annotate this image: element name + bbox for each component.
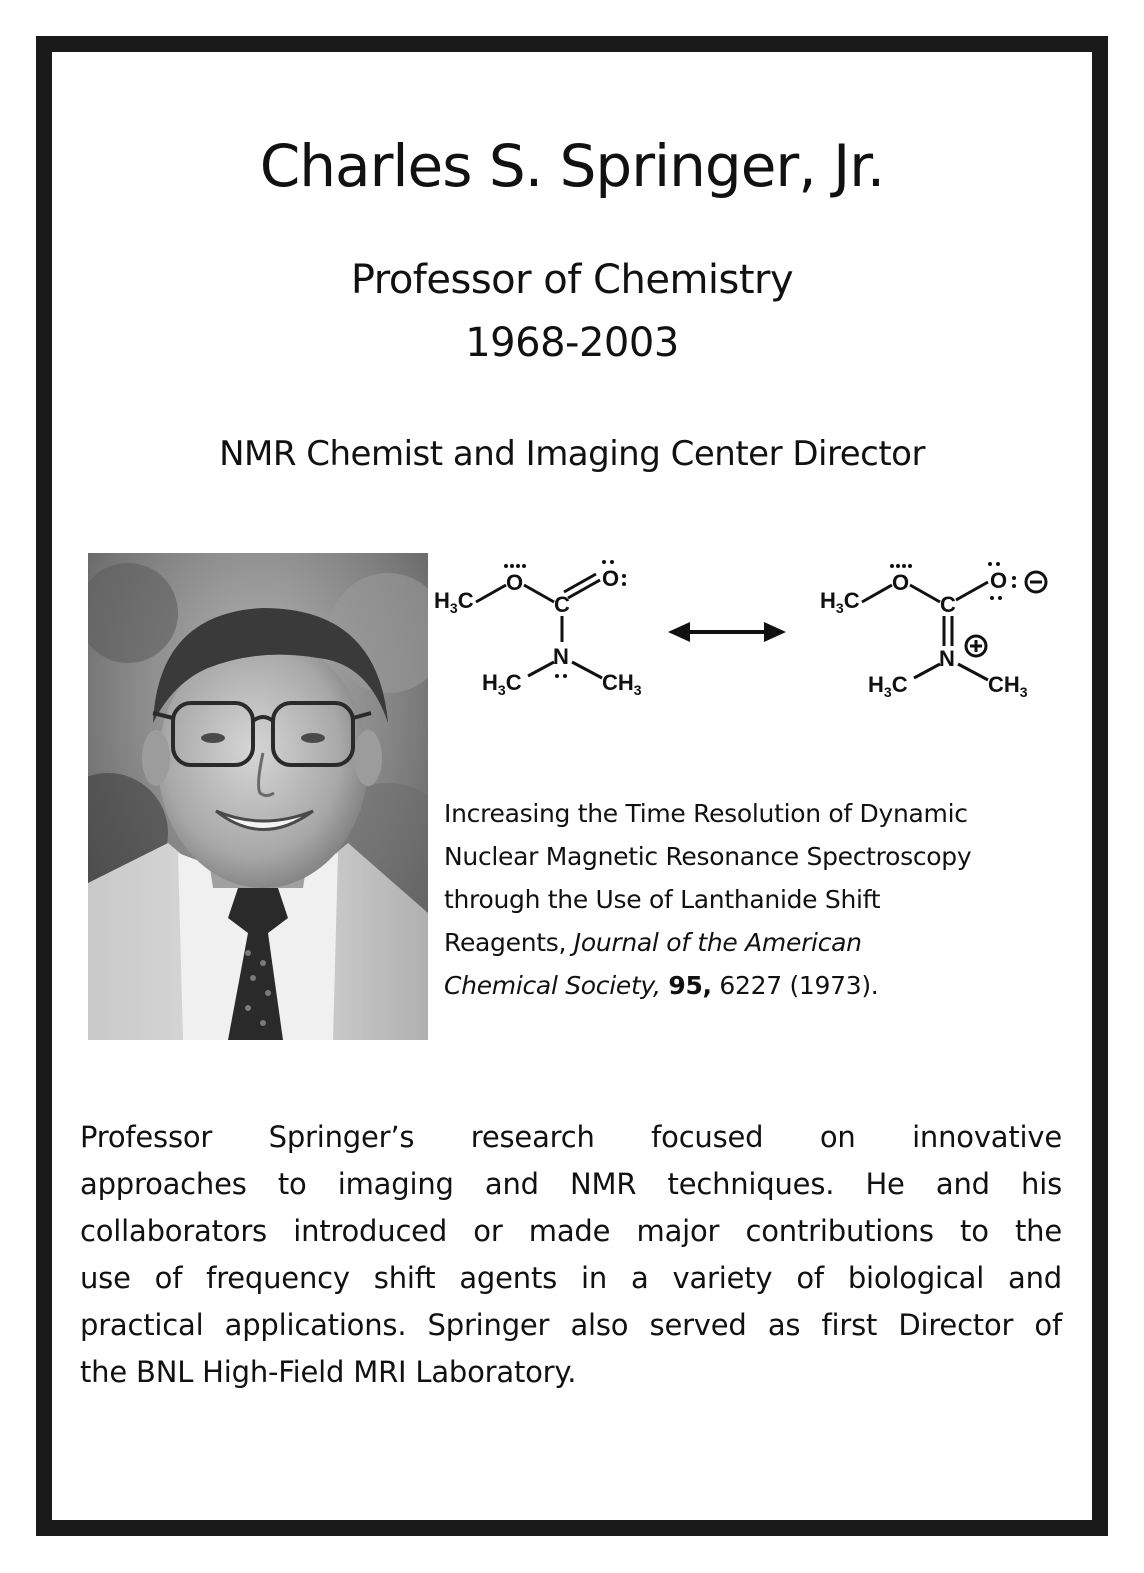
honoree-role: Professor of Chemistry <box>350 257 794 303</box>
atom-label: H <box>434 588 450 613</box>
journal-volume: 95, <box>668 971 712 1000</box>
atom-label: CH <box>602 670 634 695</box>
biography-line: practical applications. Springer also served as first Director of <box>80 1308 1062 1342</box>
biography-line: the BNL High-Field MRI Laboratory. <box>80 1355 577 1389</box>
svg-text:H3C: $H_3C$ <box>868 672 908 700</box>
biography-line: approaches to imaging and NMR techniques. He and his <box>80 1167 1062 1201</box>
atom-label: O <box>892 570 910 595</box>
positive-charge-icon <box>966 636 986 656</box>
biography-line: collaborators introduced or made major contributions to the <box>80 1214 1062 1248</box>
journal-name: Journal of the American <box>573 928 862 957</box>
atom-label: C <box>554 592 570 617</box>
atom-label: H <box>868 672 884 697</box>
citation-pages-year: 6227 (1973). <box>711 971 879 1000</box>
citation-line: Increasing the Time Resolution of Dynamic <box>444 799 968 828</box>
citation-line <box>444 964 1084 1007</box>
atom-label: O <box>602 566 620 591</box>
citation-line: Nuclear Magnetic Resonance Spectroscopy <box>444 842 972 871</box>
svg-text:CH3: $CH_3$ <box>988 672 1028 700</box>
atom-label: C <box>940 592 956 617</box>
negative-charge-icon <box>1026 572 1046 592</box>
atom-label: CH <box>988 672 1020 697</box>
honoree-name: Charles S. Springer, Jr. <box>259 132 885 200</box>
atom-label: O <box>990 568 1008 593</box>
memorial-plaque <box>36 36 1108 1536</box>
left-resonance-form <box>476 574 602 678</box>
tenure-years: 1968-2003 <box>465 320 679 366</box>
svg-text:CH3: $CH_3$ <box>602 670 642 698</box>
resonance-arrow-icon <box>668 622 786 642</box>
resonance-structure-diagram <box>432 542 1082 722</box>
atom-label: O <box>506 570 524 595</box>
biography-paragraph <box>80 1114 1062 1396</box>
atom-label: N <box>939 646 955 671</box>
svg-text:H3C: $H_3C$ <box>434 588 474 616</box>
citation-line <box>444 921 1084 964</box>
citation-text: Reagents, <box>444 928 574 957</box>
svg-text:H3C: $H_3C$ <box>482 670 522 698</box>
biography-line: use of frequency shift agents in a variety of biological and <box>80 1261 1062 1295</box>
right-resonance-form <box>862 582 988 680</box>
publication-citation <box>444 792 1084 1007</box>
portrait-photo <box>88 553 428 1040</box>
right-structure-atoms <box>820 562 1046 700</box>
journal-name: Chemical Society, <box>444 971 661 1000</box>
citation-line: through the Use of Lanthanide Shift <box>444 885 881 914</box>
left-structure-atoms <box>434 560 642 698</box>
atom-label: H <box>820 588 836 613</box>
honoree-subtitle: NMR Chemist and Imaging Center Director <box>219 434 925 474</box>
biography-line: Professor Springer’s research focused on innovative <box>80 1120 1062 1154</box>
atom-label: N <box>553 644 569 669</box>
atom-label: H <box>482 670 498 695</box>
svg-text:H3C: $H_3C$ <box>820 588 860 616</box>
